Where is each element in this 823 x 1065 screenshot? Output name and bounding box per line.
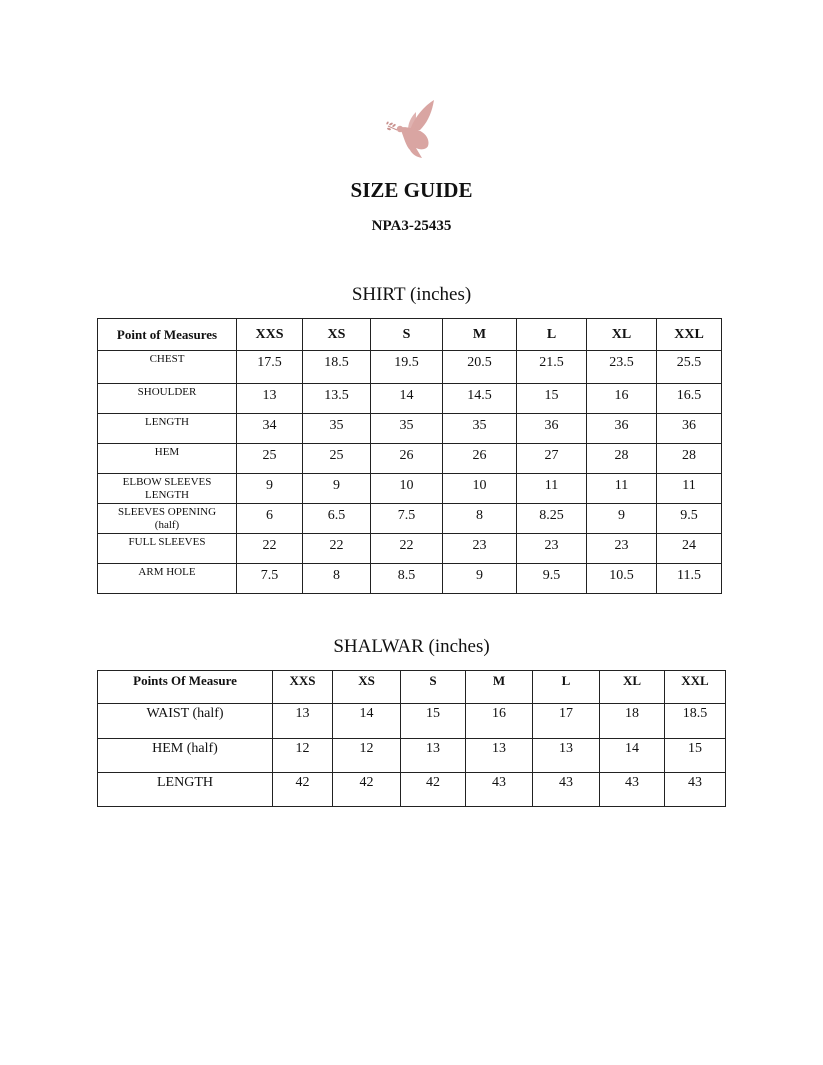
table-cell: 16.5 — [657, 384, 722, 414]
table-row — [98, 773, 726, 807]
table-cell: 9 — [303, 474, 371, 504]
table-cell: 20.5 — [443, 351, 517, 384]
row-label-line: ARM HOLE — [138, 566, 196, 578]
table-cell: 26 — [371, 444, 443, 474]
table-cell: 42 — [401, 773, 466, 807]
table-cell: 36 — [657, 414, 722, 444]
table-cell: 6.5 — [303, 504, 371, 534]
table-cell: 25.5 — [657, 351, 722, 384]
table-cell: 18.5 — [665, 704, 726, 739]
table-cell: 42 — [333, 773, 401, 807]
table-cell: 11 — [587, 474, 657, 504]
table-cell: 24 — [657, 534, 722, 564]
table-cell: 25 — [237, 444, 303, 474]
table-cell: 16 — [587, 384, 657, 414]
table-cell: 13 — [533, 739, 600, 773]
column-header: Points Of Measure — [98, 671, 273, 704]
table-cell: 13 — [401, 739, 466, 773]
table-cell: 10 — [371, 474, 443, 504]
table-cell: 12 — [333, 739, 401, 773]
table-cell: 35 — [443, 414, 517, 444]
row-label-line: SLEEVES OPENING — [117, 506, 217, 518]
row-label — [98, 444, 237, 474]
table-cell: 17.5 — [237, 351, 303, 384]
table-cell: 12 — [273, 739, 333, 773]
table-cell: 9.5 — [517, 564, 587, 594]
column-header: L — [533, 671, 600, 704]
table-cell: 28 — [587, 444, 657, 474]
table-cell: 11 — [517, 474, 587, 504]
table-cell: 13 — [466, 739, 533, 773]
table-cell: 43 — [533, 773, 600, 807]
table-cell: 15 — [665, 739, 726, 773]
table-cell: 8.25 — [517, 504, 587, 534]
table-cell: 36 — [587, 414, 657, 444]
table-row — [98, 504, 722, 534]
column-header: L — [517, 319, 587, 351]
table-cell: 13.5 — [303, 384, 371, 414]
row-label — [98, 564, 237, 594]
row-label — [98, 414, 237, 444]
table-cell: 13 — [237, 384, 303, 414]
row-label — [98, 534, 237, 564]
table-cell: 43 — [466, 773, 533, 807]
table-cell: 23.5 — [587, 351, 657, 384]
table-cell: 23 — [517, 534, 587, 564]
column-header: XXS — [237, 319, 303, 351]
table-cell: 35 — [371, 414, 443, 444]
table-cell: 36 — [517, 414, 587, 444]
column-header: XS — [333, 671, 401, 704]
dove-with-olive-branch-icon — [386, 100, 438, 160]
table-cell: 23 — [443, 534, 517, 564]
table-cell: 9 — [237, 474, 303, 504]
row-label-line: ELBOW SLEEVES — [122, 476, 212, 488]
table-row — [98, 414, 722, 444]
table-cell: 10 — [443, 474, 517, 504]
column-header: M — [443, 319, 517, 351]
table-cell: 17 — [533, 704, 600, 739]
row-label-line: LENGTH — [145, 489, 189, 501]
row-label-line: FULL SLEEVES — [128, 536, 206, 548]
table-row — [98, 534, 722, 564]
table-cell: 19.5 — [371, 351, 443, 384]
table-row — [98, 384, 722, 414]
table-row — [98, 564, 722, 594]
row-label — [98, 384, 237, 414]
table-cell: 6 — [237, 504, 303, 534]
table-cell: 15 — [401, 704, 466, 739]
table-row — [98, 351, 722, 384]
column-header: XXL — [657, 319, 722, 351]
column-header: XXS — [273, 671, 333, 704]
column-header: S — [401, 671, 466, 704]
table-cell: 23 — [587, 534, 657, 564]
table-cell: 14 — [600, 739, 665, 773]
column-header: XL — [587, 319, 657, 351]
table-cell: 43 — [600, 773, 665, 807]
table-row — [98, 474, 722, 504]
table-cell: 13 — [273, 704, 333, 739]
table-row — [98, 704, 726, 739]
column-header: XXL — [665, 671, 726, 704]
table-cell: 18 — [600, 704, 665, 739]
table-cell: 11 — [657, 474, 722, 504]
table-cell: 7.5 — [371, 504, 443, 534]
row-label: WAIST (half) — [98, 704, 273, 739]
table-cell: 42 — [273, 773, 333, 807]
column-header: XS — [303, 319, 371, 351]
table-cell: 22 — [371, 534, 443, 564]
table-cell: 22 — [237, 534, 303, 564]
table-header-row — [98, 319, 722, 351]
shirt-size-table — [97, 318, 722, 594]
table-row — [98, 444, 722, 474]
table-cell: 8 — [303, 564, 371, 594]
row-label-line: SHOULDER — [137, 386, 197, 398]
shalwar-size-table — [97, 670, 726, 807]
row-label: LENGTH — [98, 773, 273, 807]
table-cell: 9 — [587, 504, 657, 534]
table-cell: 15 — [517, 384, 587, 414]
table-cell: 14 — [333, 704, 401, 739]
shalwar-section-title: SHALWAR (inches) — [333, 636, 490, 657]
row-label — [98, 504, 237, 534]
table-cell: 22 — [303, 534, 371, 564]
table-cell: 35 — [303, 414, 371, 444]
table-cell: 26 — [443, 444, 517, 474]
page-title: SIZE GUIDE — [350, 178, 473, 202]
table-cell: 27 — [517, 444, 587, 474]
table-cell: 16 — [466, 704, 533, 739]
table-cell: 14 — [371, 384, 443, 414]
row-label: HEM (half) — [98, 739, 273, 773]
table-cell: 28 — [657, 444, 722, 474]
table-row — [98, 739, 726, 773]
table-cell: 9 — [443, 564, 517, 594]
column-header: S — [371, 319, 443, 351]
table-cell: 14.5 — [443, 384, 517, 414]
table-header-row — [98, 671, 726, 704]
table-cell: 8 — [443, 504, 517, 534]
table-cell: 10.5 — [587, 564, 657, 594]
table-cell: 9.5 — [657, 504, 722, 534]
row-label-line: HEM — [154, 446, 180, 458]
row-label — [98, 474, 237, 504]
column-header: Point of Measures — [98, 319, 237, 351]
row-label-line: CHEST — [149, 353, 185, 365]
shirt-section-title: SHIRT (inches) — [351, 284, 472, 305]
table-cell: 34 — [237, 414, 303, 444]
table-cell: 18.5 — [303, 351, 371, 384]
column-header: XL — [600, 671, 665, 704]
table-cell: 25 — [303, 444, 371, 474]
table-cell: 8.5 — [371, 564, 443, 594]
table-cell: 11.5 — [657, 564, 722, 594]
product-code: NPA3-25435 — [371, 218, 452, 234]
row-label-line: LENGTH — [145, 416, 189, 428]
table-cell: 7.5 — [237, 564, 303, 594]
row-label-line: (half) — [154, 519, 180, 531]
table-cell: 43 — [665, 773, 726, 807]
row-label — [98, 351, 237, 384]
column-header: M — [466, 671, 533, 704]
table-cell: 21.5 — [517, 351, 587, 384]
